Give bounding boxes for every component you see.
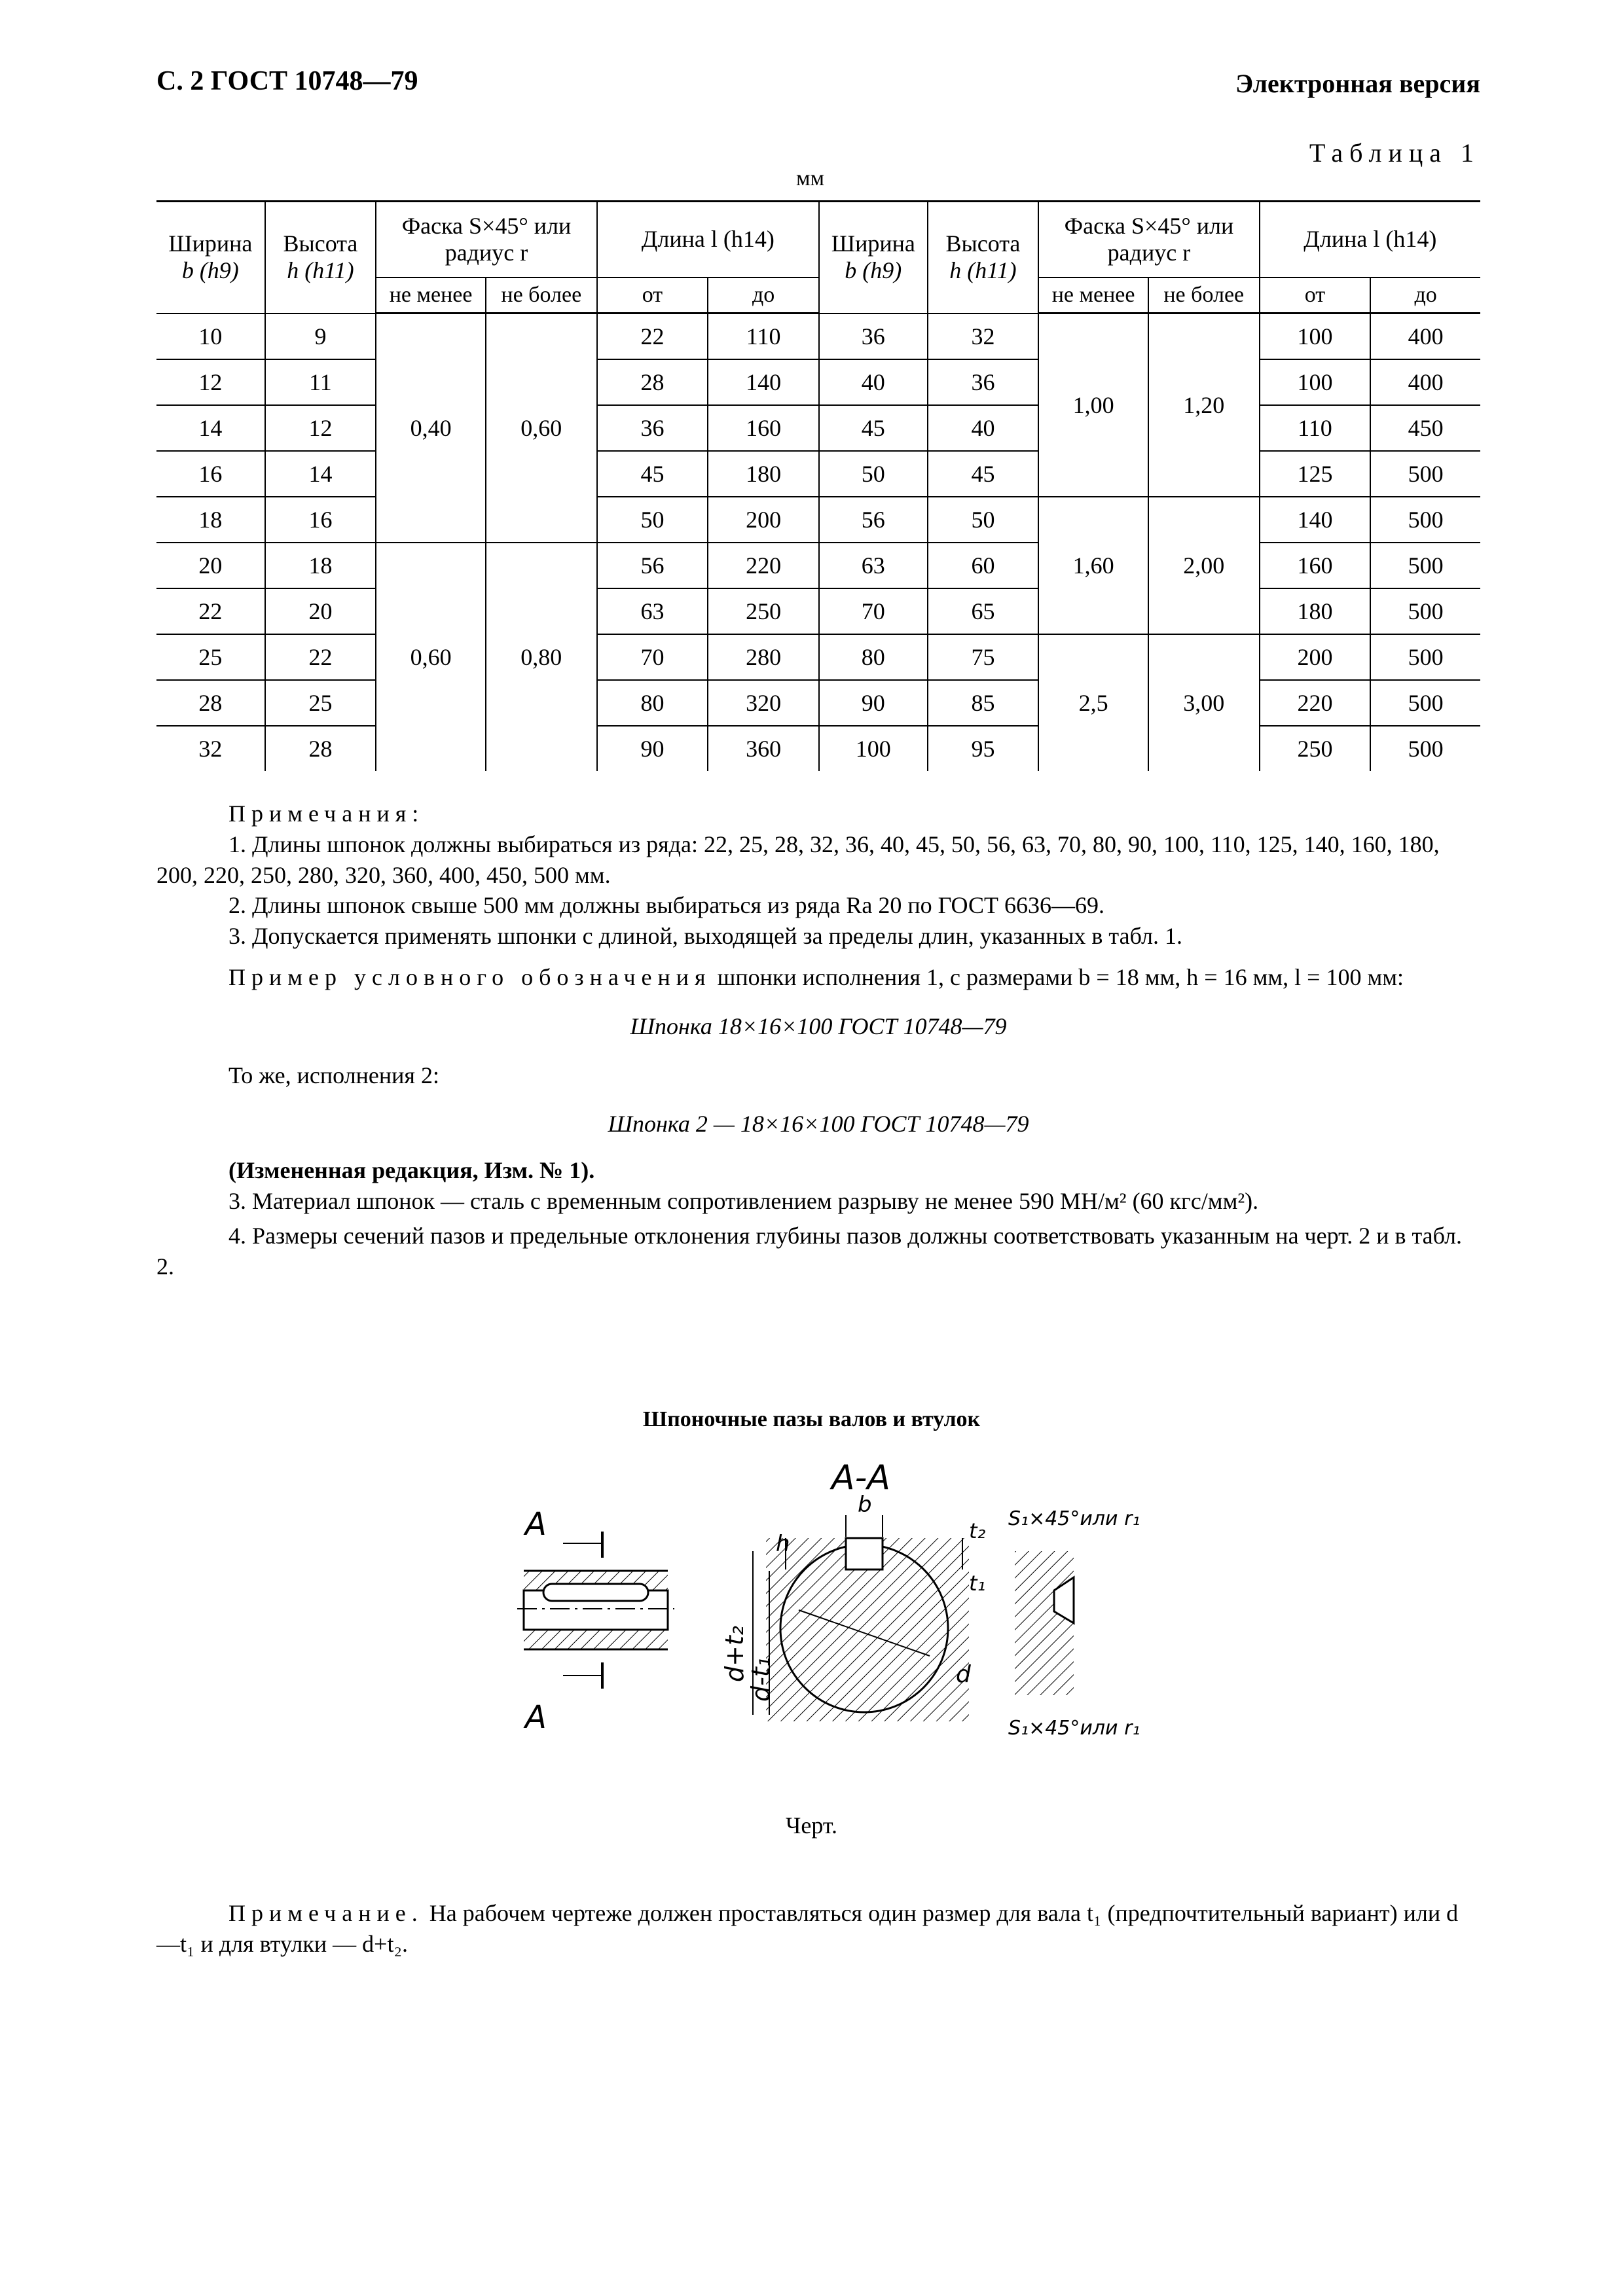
cell-width: 16 xyxy=(156,451,265,497)
cell-length-from: 50 xyxy=(597,497,708,543)
cell-length-from: 28 xyxy=(597,359,708,405)
cell-width: 28 xyxy=(156,680,265,726)
dim-h: h xyxy=(776,1531,790,1557)
figure-caption: Черт. xyxy=(786,1812,837,1839)
cell-length-from: 100 xyxy=(1260,359,1371,405)
cell-width: 22 xyxy=(156,588,265,634)
cell-length-from: 56 xyxy=(597,543,708,588)
chamfer-detail xyxy=(1008,1507,1140,1740)
header-min-right: не менее xyxy=(1038,278,1148,314)
table-row xyxy=(156,543,1480,588)
table-row xyxy=(156,405,1480,451)
cell-length-to: 110 xyxy=(708,314,819,360)
header-chamfer-left: Фаска S×45° или радиус r xyxy=(376,202,596,278)
cell-width: 63 xyxy=(819,543,928,588)
cell-length-from: 80 xyxy=(597,680,708,726)
cell-width: 40 xyxy=(819,359,928,405)
note-3: 3. Допускается применять шпонки с длиной, выходящей за пределы длин, указанных в табл. 1. xyxy=(228,923,1182,950)
cell-length-from: 180 xyxy=(1260,588,1371,634)
cell-height: 85 xyxy=(928,680,1039,726)
table-row xyxy=(156,634,1480,680)
example-block xyxy=(156,962,1480,1282)
cell-length-to: 200 xyxy=(708,497,819,543)
cell-height: 9 xyxy=(265,314,376,360)
cell-chamfer-min: 1,60 xyxy=(1038,497,1148,634)
cell-height: 75 xyxy=(928,634,1039,680)
dim-t1: t₁ xyxy=(969,1571,986,1596)
chamfer-label-bottom: S₁×45°или r₁ xyxy=(1008,1717,1140,1740)
dim-b: b xyxy=(858,1492,872,1518)
example-paragraph xyxy=(156,962,1480,993)
cell-height: 65 xyxy=(928,588,1039,634)
amended-edition: (Измененная редакция, Изм. № 1). xyxy=(228,1157,595,1184)
cell-height: 40 xyxy=(928,405,1039,451)
cell-length-to: 140 xyxy=(708,359,819,405)
cell-height: 50 xyxy=(928,497,1039,543)
cut-label-top: А xyxy=(525,1506,547,1543)
cell-width: 36 xyxy=(819,314,928,360)
header-width-left: Ширина b (h9) xyxy=(156,202,265,314)
cell-height: 95 xyxy=(928,726,1039,771)
cell-height: 20 xyxy=(265,588,376,634)
header-max-left: не более xyxy=(486,278,597,314)
cell-height: 22 xyxy=(265,634,376,680)
example-text: шпонки исполнения 1, с размерами b = 18 мм, h = 16 мм, l = 100 мм: xyxy=(711,964,1404,990)
dim-d-minus-t1: d-t₁ xyxy=(746,1657,775,1702)
header-height-left: Высота h (h11) xyxy=(265,202,376,314)
final-note-paragraph xyxy=(156,1898,1480,1960)
cell-length-to: 160 xyxy=(708,405,819,451)
dim-d: d xyxy=(956,1661,971,1688)
cut-label-bottom: А xyxy=(525,1699,547,1736)
cell-height: 14 xyxy=(265,451,376,497)
cell-length-from: 22 xyxy=(597,314,708,360)
cell-chamfer-max: 0,60 xyxy=(486,314,597,543)
cell-length-from: 63 xyxy=(597,588,708,634)
cell-length-from: 200 xyxy=(1260,634,1371,680)
cell-chamfer-min: 1,00 xyxy=(1038,314,1148,497)
cell-length-to: 320 xyxy=(708,680,819,726)
table-header-row xyxy=(156,202,1480,278)
cell-height: 32 xyxy=(928,314,1039,360)
keyway-drawing xyxy=(511,1460,1165,1800)
cell-length-to: 360 xyxy=(708,726,819,771)
cell-length-from: 45 xyxy=(597,451,708,497)
cell-chamfer-max: 2,00 xyxy=(1148,497,1260,634)
note-2: 2. Длины шпонок свыше 500 мм должны выбираться из ряда Ra 20 по ГОСТ 6636—69. xyxy=(228,892,1104,919)
example-lead: Пример условного обозначения xyxy=(228,964,712,990)
cell-length-from: 140 xyxy=(1260,497,1371,543)
header-length-left: Длина l (h14) xyxy=(597,202,819,278)
cell-width: 12 xyxy=(156,359,265,405)
cell-length-from: 220 xyxy=(1260,680,1371,726)
cell-length-to: 500 xyxy=(1370,680,1480,726)
cell-length-to: 500 xyxy=(1370,543,1480,588)
cell-width: 56 xyxy=(819,497,928,543)
paragraph-3: 3. Материал шпонок — сталь с временным сопротивлением разрыву не менее 590 МН/м² (60 кгс/мм²). xyxy=(228,1187,1259,1214)
shaft-side-view xyxy=(517,1506,674,1736)
cell-length-to: 500 xyxy=(1370,634,1480,680)
cell-length-to: 400 xyxy=(1370,359,1480,405)
header-from-left: от xyxy=(597,278,708,314)
same-execution-2: То же, исполнения 2: xyxy=(228,1062,439,1088)
cell-length-to: 400 xyxy=(1370,314,1480,360)
final-note-lead: Примечание. xyxy=(228,1900,424,1926)
table-row xyxy=(156,680,1480,726)
section-label: А-А xyxy=(831,1460,890,1498)
cell-width: 18 xyxy=(156,497,265,543)
chamfer-label-top: S₁×45°или r₁ xyxy=(1008,1507,1140,1530)
table-row xyxy=(156,497,1480,543)
cell-width: 14 xyxy=(156,405,265,451)
cell-chamfer-max: 0,80 xyxy=(486,543,597,771)
final-note-text: На рабочем чертеже должен проставляться один размер для вала t₁ (предпочтительный вариант) или d—t₁ и для втулки — d+t₂. xyxy=(156,1900,1459,1957)
header-width-right: Ширина b (h9) xyxy=(819,202,928,314)
cell-width: 10 xyxy=(156,314,265,360)
header-to-right: до xyxy=(1370,278,1480,314)
table-row xyxy=(156,359,1480,405)
cell-length-from: 36 xyxy=(597,405,708,451)
cell-width: 100 xyxy=(819,726,928,771)
table-row xyxy=(156,451,1480,497)
cell-length-to: 500 xyxy=(1370,451,1480,497)
cell-length-to: 450 xyxy=(1370,405,1480,451)
cell-height: 18 xyxy=(265,543,376,588)
header-height-right: Высота h (h11) xyxy=(928,202,1039,314)
cell-chamfer-min: 0,60 xyxy=(376,543,486,771)
table-unit: мм xyxy=(796,166,825,190)
cell-width: 70 xyxy=(819,588,928,634)
cell-length-from: 125 xyxy=(1260,451,1371,497)
cell-length-from: 70 xyxy=(597,634,708,680)
cell-length-to: 220 xyxy=(708,543,819,588)
cell-length-from: 110 xyxy=(1260,405,1371,451)
cell-length-to: 180 xyxy=(708,451,819,497)
cell-length-from: 90 xyxy=(597,726,708,771)
cell-length-to: 250 xyxy=(708,588,819,634)
cell-chamfer-max: 1,20 xyxy=(1148,314,1260,497)
cell-height: 25 xyxy=(265,680,376,726)
page-header-left: С. 2 ГОСТ 10748—79 xyxy=(156,66,418,96)
table-row xyxy=(156,314,1480,360)
table-caption: Таблица 1 xyxy=(1309,138,1480,168)
final-note xyxy=(156,1898,1480,1960)
notes-block xyxy=(156,798,1480,952)
table-row xyxy=(156,726,1480,771)
table-row xyxy=(156,588,1480,634)
designation-1: Шпонка 18×16×100 ГОСТ 10748—79 xyxy=(630,1013,1007,1039)
paragraph-4: 4. Размеры сечений пазов и предельные отклонения глубины пазов должны соответствовать указанным на черт. 2 и в табл. 2. xyxy=(156,1222,1462,1280)
cell-height: 36 xyxy=(928,359,1039,405)
dimensions-table xyxy=(156,200,1480,771)
cell-width: 32 xyxy=(156,726,265,771)
cell-width: 50 xyxy=(819,451,928,497)
cell-length-to: 500 xyxy=(1370,497,1480,543)
header-length-right: Длина l (h14) xyxy=(1260,202,1480,278)
note-1: 1. Длины шпонок должны выбираться из ряда: 22, 25, 28, 32, 36, 40, 45, 50, 56, 63, 70, 80, 90, 100, 110, 125, 140, 160, 180, 200, 220, 250, 280, 320, 360, 400, 450, 500 мм. xyxy=(156,831,1440,888)
dim-d-plus-t2: d+t₂ xyxy=(720,1625,749,1682)
cell-length-to: 500 xyxy=(1370,588,1480,634)
header-min-left: не менее xyxy=(376,278,486,314)
cell-height: 28 xyxy=(265,726,376,771)
cell-chamfer-min: 0,40 xyxy=(376,314,486,543)
cell-height: 12 xyxy=(265,405,376,451)
cell-width: 20 xyxy=(156,543,265,588)
section-view xyxy=(720,1492,986,1721)
cell-width: 25 xyxy=(156,634,265,680)
page-header-right: Электронная версия xyxy=(1235,69,1480,98)
cell-length-from: 100 xyxy=(1260,314,1371,360)
header-to-left: до xyxy=(708,278,819,314)
designation-2: Шпонка 2 — 18×16×100 ГОСТ 10748—79 xyxy=(608,1111,1029,1138)
cell-length-from: 160 xyxy=(1260,543,1371,588)
cell-length-to: 280 xyxy=(708,634,819,680)
figure-title: Шпоночные пазы валов и втулок xyxy=(642,1407,981,1431)
header-chamfer-right: Фаска S×45° или радиус r xyxy=(1038,202,1259,278)
cell-height: 60 xyxy=(928,543,1039,588)
cell-height: 45 xyxy=(928,451,1039,497)
cell-chamfer-max: 3,00 xyxy=(1148,634,1260,771)
header-max-right: не более xyxy=(1148,278,1260,314)
cell-length-from: 250 xyxy=(1260,726,1371,771)
cell-chamfer-min: 2,5 xyxy=(1038,634,1148,771)
header-from-right: от xyxy=(1260,278,1371,314)
cell-height: 16 xyxy=(265,497,376,543)
notes-title: Примечания: xyxy=(228,800,425,827)
cell-width: 45 xyxy=(819,405,928,451)
cell-width: 80 xyxy=(819,634,928,680)
cell-length-to: 500 xyxy=(1370,726,1480,771)
cell-height: 11 xyxy=(265,359,376,405)
dim-t2: t₂ xyxy=(969,1518,986,1543)
cell-width: 90 xyxy=(819,680,928,726)
